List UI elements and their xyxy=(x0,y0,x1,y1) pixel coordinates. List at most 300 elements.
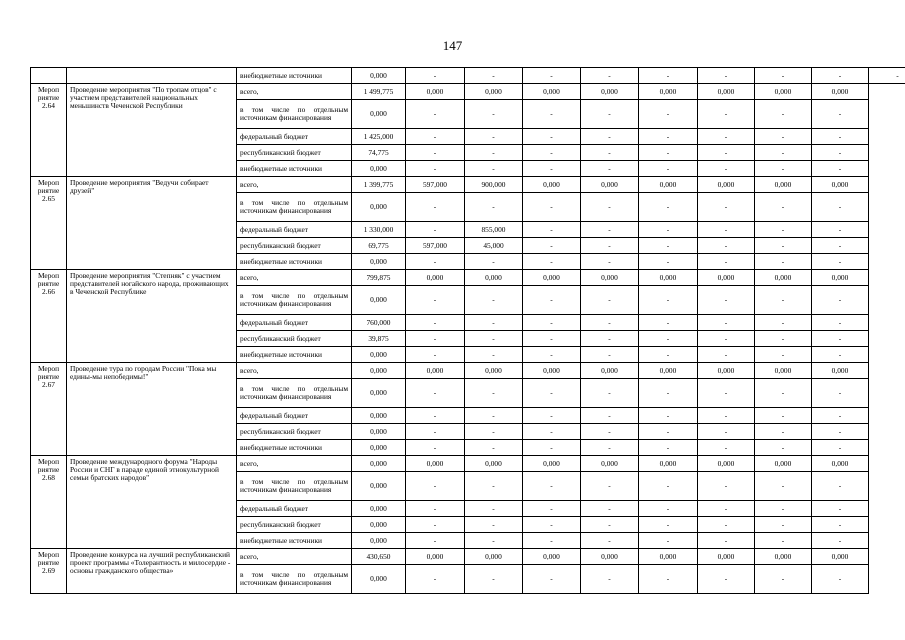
total-amount: 1 399,775 xyxy=(352,177,406,193)
year-amount: - xyxy=(581,379,639,408)
year-amount: - xyxy=(755,145,812,161)
year-amount: - xyxy=(639,517,698,533)
year-amount: - xyxy=(581,501,639,517)
event-description: Проведение международного форума "Народы России и СНГ в параде единой этнокультурной семьи братских народов" xyxy=(67,456,237,549)
year-amount: - xyxy=(755,315,812,331)
year-amount: 0,000 xyxy=(523,270,581,286)
event-description-cell xyxy=(67,68,237,84)
year-amount: - xyxy=(581,100,639,129)
year-amount: - xyxy=(869,68,905,84)
year-amount: - xyxy=(812,424,869,440)
year-amount: - xyxy=(581,565,639,594)
year-amount: - xyxy=(581,222,639,238)
total-amount: 1 330,000 xyxy=(352,222,406,238)
total-amount: 1 499,775 xyxy=(352,84,406,100)
event-description: Проведение тура по городам России "Пока мы едины-мы непобедимы!" xyxy=(67,363,237,456)
year-amount: - xyxy=(755,533,812,549)
year-amount: 0,000 xyxy=(581,177,639,193)
year-amount: - xyxy=(639,565,698,594)
year-amount: 0,000 xyxy=(755,84,812,100)
page-number: 147 xyxy=(442,38,463,53)
year-amount: 0,000 xyxy=(523,456,581,472)
year-amount: - xyxy=(523,68,581,84)
funding-source: внебюджетные источники xyxy=(237,68,352,84)
year-amount: - xyxy=(465,517,523,533)
year-amount: - xyxy=(406,193,465,222)
total-amount: 799,875 xyxy=(352,270,406,286)
year-amount: - xyxy=(406,161,465,177)
year-amount: - xyxy=(465,408,523,424)
year-amount: - xyxy=(406,286,465,315)
total-amount: 0,000 xyxy=(352,161,406,177)
year-amount: - xyxy=(523,501,581,517)
year-amount: - xyxy=(812,286,869,315)
year-amount: - xyxy=(465,315,523,331)
year-amount: 0,000 xyxy=(698,177,755,193)
year-amount: 0,000 xyxy=(755,549,812,565)
year-amount: 0,000 xyxy=(406,84,465,100)
year-amount: - xyxy=(465,145,523,161)
year-amount: 0,000 xyxy=(581,270,639,286)
year-amount: 0,000 xyxy=(581,84,639,100)
year-amount: 0,000 xyxy=(639,456,698,472)
year-amount: - xyxy=(581,331,639,347)
budget-table xyxy=(30,67,905,594)
year-amount: - xyxy=(812,565,869,594)
table-row xyxy=(31,84,905,100)
year-amount: - xyxy=(406,129,465,145)
year-amount: 0,000 xyxy=(698,549,755,565)
year-amount: - xyxy=(465,161,523,177)
year-amount: - xyxy=(523,424,581,440)
year-amount: 0,000 xyxy=(698,84,755,100)
year-amount: 0,000 xyxy=(523,177,581,193)
year-amount: - xyxy=(698,517,755,533)
year-amount: - xyxy=(698,408,755,424)
year-amount: - xyxy=(698,472,755,501)
year-amount: - xyxy=(465,193,523,222)
year-amount: - xyxy=(639,533,698,549)
year-amount: - xyxy=(639,440,698,456)
year-amount: - xyxy=(581,129,639,145)
year-amount: - xyxy=(465,440,523,456)
event-description: Проведение мероприятия "По тропам отцов" с участием представителей национальных меньшинств Чеченской Республики xyxy=(67,84,237,177)
year-amount: - xyxy=(523,286,581,315)
funding-source: республиканский бюджет xyxy=(237,145,352,161)
year-amount: - xyxy=(581,145,639,161)
funding-source: всего, xyxy=(237,84,352,100)
year-amount: - xyxy=(465,565,523,594)
funding-source: в том числе по отдельным источникам финансирования xyxy=(237,379,352,408)
year-amount: 0,000 xyxy=(639,549,698,565)
table-row xyxy=(31,177,905,193)
year-amount: 0,000 xyxy=(581,363,639,379)
total-amount: 0,000 xyxy=(352,379,406,408)
event-description: Проведение мероприятия "Ведучи собирает друзей" xyxy=(67,177,237,270)
year-amount: - xyxy=(812,533,869,549)
event-code: Мероп риятие 2.69 xyxy=(31,549,67,594)
year-amount: - xyxy=(406,408,465,424)
year-amount: - xyxy=(639,347,698,363)
year-amount: 0,000 xyxy=(406,270,465,286)
year-amount: - xyxy=(523,238,581,254)
year-amount: 0,000 xyxy=(755,456,812,472)
year-amount: - xyxy=(812,145,869,161)
total-amount: 0,000 xyxy=(352,254,406,270)
year-amount: - xyxy=(698,286,755,315)
year-amount: 0,000 xyxy=(755,270,812,286)
funding-source: внебюджетные источники xyxy=(237,533,352,549)
year-amount: - xyxy=(523,440,581,456)
year-amount: - xyxy=(698,100,755,129)
year-amount: - xyxy=(698,347,755,363)
total-amount: 74,775 xyxy=(352,145,406,161)
total-amount: 0,000 xyxy=(352,501,406,517)
year-amount: 0,000 xyxy=(465,363,523,379)
year-amount: - xyxy=(755,254,812,270)
total-amount: 0,000 xyxy=(352,440,406,456)
total-amount: 1 425,000 xyxy=(352,129,406,145)
year-amount: - xyxy=(523,347,581,363)
year-amount: - xyxy=(812,440,869,456)
year-amount: - xyxy=(406,440,465,456)
year-amount: - xyxy=(639,238,698,254)
funding-source: в том числе по отдельным источникам финансирования xyxy=(237,100,352,129)
year-amount: 0,000 xyxy=(406,549,465,565)
year-amount: 0,000 xyxy=(406,363,465,379)
year-amount: - xyxy=(812,161,869,177)
year-amount: - xyxy=(812,379,869,408)
year-amount: - xyxy=(812,472,869,501)
year-amount: - xyxy=(812,222,869,238)
year-amount: - xyxy=(755,517,812,533)
year-amount: - xyxy=(465,68,523,84)
year-amount: - xyxy=(755,68,812,84)
event-description: Проведение конкурса на лучший республиканский проект программы «Толерантность и милосердие - основы гражданского общества» xyxy=(67,549,237,594)
total-amount: 0,000 xyxy=(352,472,406,501)
year-amount: - xyxy=(698,254,755,270)
year-amount: - xyxy=(812,68,869,84)
year-amount: - xyxy=(812,193,869,222)
year-amount: - xyxy=(581,238,639,254)
funding-source: в том числе по отдельным источникам финансирования xyxy=(237,565,352,594)
year-amount: - xyxy=(406,533,465,549)
year-amount: 597,000 xyxy=(406,177,465,193)
year-amount: - xyxy=(523,331,581,347)
table-row xyxy=(31,363,905,379)
event-description: Проведение мероприятия "Степняк" с участием представителей ногайского народа, проживающих в Чеченской Республике xyxy=(67,270,237,363)
year-amount: 0,000 xyxy=(581,549,639,565)
year-amount: - xyxy=(639,286,698,315)
year-amount: - xyxy=(639,408,698,424)
funding-source: республиканский бюджет xyxy=(237,331,352,347)
year-amount: - xyxy=(812,238,869,254)
table-row xyxy=(31,68,905,84)
total-amount: 0,000 xyxy=(352,193,406,222)
year-amount: - xyxy=(523,517,581,533)
year-amount: 900,000 xyxy=(465,177,523,193)
total-amount: 0,000 xyxy=(352,408,406,424)
year-amount: 45,000 xyxy=(465,238,523,254)
funding-source: внебюджетные источники xyxy=(237,347,352,363)
year-amount: 0,000 xyxy=(698,363,755,379)
year-amount: - xyxy=(755,408,812,424)
year-amount: - xyxy=(755,424,812,440)
year-amount: - xyxy=(698,129,755,145)
year-amount: - xyxy=(639,424,698,440)
year-amount: - xyxy=(698,331,755,347)
year-amount: - xyxy=(812,347,869,363)
year-amount: - xyxy=(465,254,523,270)
funding-source: республиканский бюджет xyxy=(237,238,352,254)
year-amount: - xyxy=(465,501,523,517)
year-amount: - xyxy=(755,222,812,238)
year-amount: - xyxy=(639,222,698,238)
year-amount: - xyxy=(698,565,755,594)
year-amount: 855,000 xyxy=(465,222,523,238)
year-amount: 0,000 xyxy=(523,549,581,565)
year-amount: 0,000 xyxy=(523,84,581,100)
year-amount: - xyxy=(406,68,465,84)
year-amount: 0,000 xyxy=(698,270,755,286)
total-amount: 0,000 xyxy=(352,363,406,379)
year-amount: - xyxy=(698,533,755,549)
year-amount: - xyxy=(406,424,465,440)
year-amount: 0,000 xyxy=(812,549,869,565)
year-amount: - xyxy=(465,533,523,549)
event-code: Мероп риятие 2.64 xyxy=(31,84,67,177)
year-amount: - xyxy=(523,533,581,549)
year-amount: - xyxy=(698,315,755,331)
year-amount: 0,000 xyxy=(698,456,755,472)
year-amount: - xyxy=(812,315,869,331)
year-amount: - xyxy=(523,254,581,270)
year-amount: 0,000 xyxy=(639,270,698,286)
year-amount: 0,000 xyxy=(406,456,465,472)
funding-source: в том числе по отдельным источникам финансирования xyxy=(237,472,352,501)
event-code: Мероп риятие 2.66 xyxy=(31,270,67,363)
year-amount: - xyxy=(581,193,639,222)
year-amount: - xyxy=(465,286,523,315)
year-amount: - xyxy=(581,161,639,177)
year-amount: - xyxy=(755,565,812,594)
year-amount: - xyxy=(523,193,581,222)
year-amount: - xyxy=(406,501,465,517)
year-amount: - xyxy=(812,501,869,517)
funding-source: федеральный бюджет xyxy=(237,222,352,238)
year-amount: - xyxy=(581,315,639,331)
total-amount: 0,000 xyxy=(352,533,406,549)
total-amount: 0,000 xyxy=(352,456,406,472)
year-amount: - xyxy=(523,222,581,238)
year-amount: 0,000 xyxy=(581,456,639,472)
funding-source: федеральный бюджет xyxy=(237,408,352,424)
year-amount: 0,000 xyxy=(812,456,869,472)
year-amount: - xyxy=(639,161,698,177)
funding-source: федеральный бюджет xyxy=(237,129,352,145)
year-amount: 0,000 xyxy=(465,84,523,100)
funding-source: всего, xyxy=(237,270,352,286)
funding-source: всего, xyxy=(237,177,352,193)
year-amount: 0,000 xyxy=(523,363,581,379)
year-amount: - xyxy=(523,100,581,129)
funding-source: внебюджетные источники xyxy=(237,254,352,270)
year-amount: - xyxy=(406,347,465,363)
year-amount: - xyxy=(406,315,465,331)
year-amount: - xyxy=(755,238,812,254)
year-amount: - xyxy=(755,379,812,408)
year-amount: - xyxy=(639,501,698,517)
year-amount: - xyxy=(698,161,755,177)
year-amount: - xyxy=(406,472,465,501)
year-amount: - xyxy=(698,222,755,238)
year-amount: - xyxy=(698,424,755,440)
year-amount: - xyxy=(465,347,523,363)
year-amount: - xyxy=(755,129,812,145)
funding-source: всего, xyxy=(237,363,352,379)
event-code: Мероп риятие 2.65 xyxy=(31,177,67,270)
year-amount: - xyxy=(406,145,465,161)
year-amount: 0,000 xyxy=(812,177,869,193)
year-amount: 0,000 xyxy=(639,177,698,193)
year-amount: - xyxy=(465,100,523,129)
year-amount: - xyxy=(639,68,698,84)
year-amount: - xyxy=(698,68,755,84)
year-amount: - xyxy=(755,193,812,222)
funding-source: внебюджетные источники xyxy=(237,440,352,456)
year-amount: - xyxy=(755,331,812,347)
year-amount: 0,000 xyxy=(812,363,869,379)
funding-source: внебюджетные источники xyxy=(237,161,352,177)
year-amount: - xyxy=(812,254,869,270)
year-amount: - xyxy=(465,129,523,145)
total-amount: 760,000 xyxy=(352,315,406,331)
funding-source: всего, xyxy=(237,456,352,472)
funding-source: федеральный бюджет xyxy=(237,501,352,517)
table-row xyxy=(31,549,905,565)
year-amount: - xyxy=(639,100,698,129)
year-amount: - xyxy=(581,408,639,424)
year-amount: - xyxy=(406,100,465,129)
year-amount: 597,000 xyxy=(406,238,465,254)
year-amount: - xyxy=(755,472,812,501)
year-amount: 0,000 xyxy=(639,84,698,100)
year-amount: 0,000 xyxy=(465,270,523,286)
year-amount: - xyxy=(406,379,465,408)
total-amount: 69,775 xyxy=(352,238,406,254)
year-amount: - xyxy=(639,145,698,161)
year-amount: - xyxy=(523,472,581,501)
year-amount: - xyxy=(523,145,581,161)
funding-source: республиканский бюджет xyxy=(237,424,352,440)
year-amount: - xyxy=(523,408,581,424)
year-amount: - xyxy=(581,347,639,363)
year-amount: - xyxy=(406,517,465,533)
year-amount: - xyxy=(698,145,755,161)
year-amount: - xyxy=(755,100,812,129)
year-amount: - xyxy=(523,161,581,177)
year-amount: - xyxy=(523,129,581,145)
funding-source: федеральный бюджет xyxy=(237,315,352,331)
table-row xyxy=(31,270,905,286)
year-amount: 0,000 xyxy=(755,177,812,193)
budget-table-body xyxy=(31,68,905,594)
event-code: Мероп риятие 2.68 xyxy=(31,456,67,549)
table-row xyxy=(31,456,905,472)
year-amount: 0,000 xyxy=(639,363,698,379)
year-amount: - xyxy=(523,315,581,331)
year-amount: - xyxy=(698,440,755,456)
year-amount: - xyxy=(812,129,869,145)
year-amount: - xyxy=(465,424,523,440)
year-amount: - xyxy=(581,440,639,456)
year-amount: - xyxy=(698,193,755,222)
year-amount: - xyxy=(639,254,698,270)
year-amount: - xyxy=(639,193,698,222)
year-amount: 0,000 xyxy=(465,456,523,472)
total-amount: 0,000 xyxy=(352,347,406,363)
year-amount: - xyxy=(755,347,812,363)
year-amount: - xyxy=(812,100,869,129)
total-amount: 0,000 xyxy=(352,100,406,129)
funding-source: в том числе по отдельным источникам финансирования xyxy=(237,286,352,315)
year-amount: - xyxy=(639,129,698,145)
year-amount: - xyxy=(581,424,639,440)
year-amount: - xyxy=(755,501,812,517)
year-amount: - xyxy=(755,161,812,177)
total-amount: 0,000 xyxy=(352,286,406,315)
total-amount: 0,000 xyxy=(352,565,406,594)
funding-source: республиканский бюджет xyxy=(237,517,352,533)
year-amount: - xyxy=(639,315,698,331)
year-amount: 0,000 xyxy=(812,270,869,286)
funding-source: в том числе по отдельным источникам финансирования xyxy=(237,193,352,222)
year-amount: - xyxy=(698,238,755,254)
year-amount: - xyxy=(581,286,639,315)
total-amount: 430,650 xyxy=(352,549,406,565)
year-amount: 0,000 xyxy=(465,549,523,565)
year-amount: - xyxy=(639,331,698,347)
funding-source: всего, xyxy=(237,549,352,565)
event-code: Мероп риятие 2.67 xyxy=(31,363,67,456)
year-amount: - xyxy=(755,440,812,456)
year-amount: - xyxy=(523,565,581,594)
event-code-cell xyxy=(31,68,67,84)
year-amount: - xyxy=(406,565,465,594)
year-amount: - xyxy=(812,408,869,424)
year-amount: - xyxy=(639,379,698,408)
year-amount: - xyxy=(812,331,869,347)
year-amount: - xyxy=(639,472,698,501)
year-amount: - xyxy=(465,331,523,347)
total-amount: 0,000 xyxy=(352,68,406,84)
total-amount: 39,875 xyxy=(352,331,406,347)
year-amount: - xyxy=(581,533,639,549)
year-amount: - xyxy=(581,472,639,501)
total-amount: 0,000 xyxy=(352,424,406,440)
year-amount: - xyxy=(406,222,465,238)
year-amount: - xyxy=(581,68,639,84)
year-amount: - xyxy=(581,517,639,533)
year-amount: - xyxy=(698,501,755,517)
year-amount: 0,000 xyxy=(755,363,812,379)
year-amount: - xyxy=(698,379,755,408)
year-amount: - xyxy=(581,254,639,270)
year-amount: - xyxy=(812,517,869,533)
year-amount: - xyxy=(465,379,523,408)
year-amount: - xyxy=(755,286,812,315)
year-amount: - xyxy=(406,331,465,347)
